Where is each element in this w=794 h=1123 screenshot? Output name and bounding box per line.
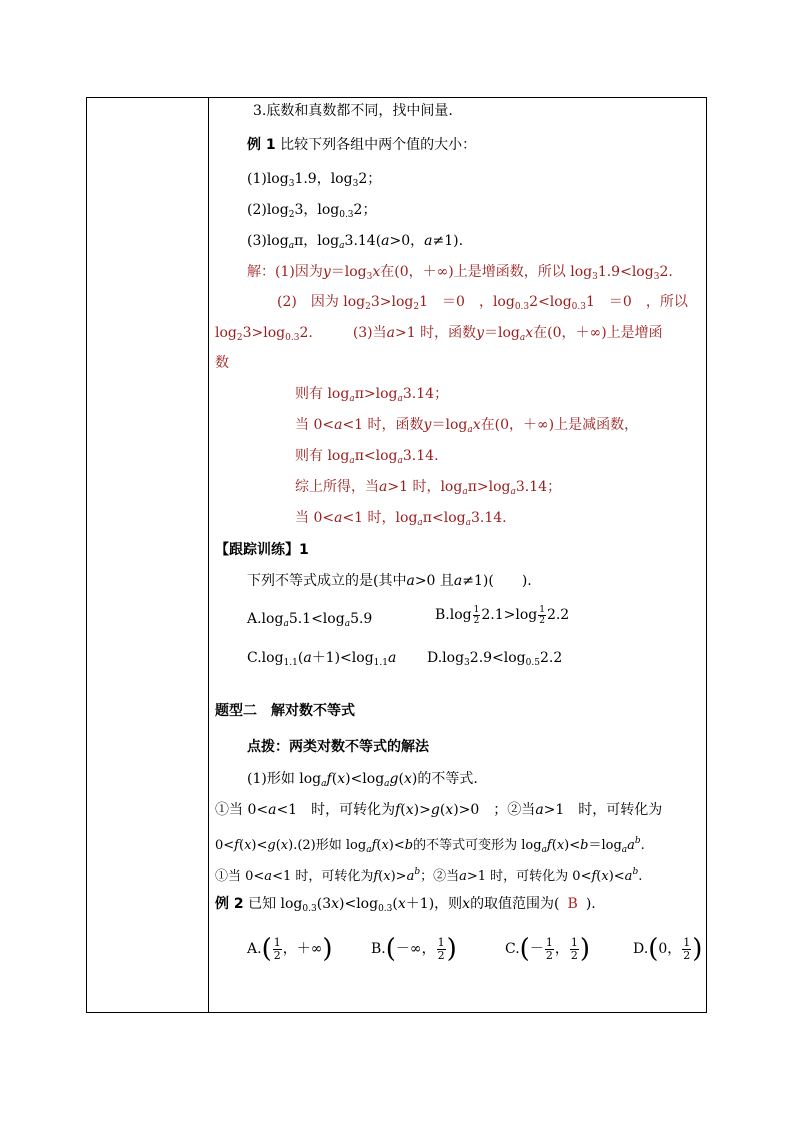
- solution-line-4: 则有 $\log_a\pi>\log_a3.14$；: [295, 386, 449, 404]
- example-1-heading: 例 1 比较下列各组中两个值的大小：: [247, 137, 477, 153]
- solution-line-7: 综上所得，当a>1 时，$\log_a\pi>\log_a3.14$；: [295, 479, 562, 497]
- tip-line-1: (1)形如 $\log_af(x)<\log_ag(x)$的不等式.: [247, 771, 478, 789]
- type-2-heading: 题型二 解对数不等式: [215, 703, 355, 719]
- tracking-training-title: 【跟踪训练】1: [215, 542, 309, 558]
- option-c[interactable]: $C.\log_{1.1}(a+1)<\log_{1.1}a$: [247, 650, 397, 668]
- solution-1: 解：(1)因为$y=\log_3x$在(0，＋∞)上是增函数，所以 $\log_31.9<\log_32$.: [247, 264, 673, 282]
- tip-line-2: ①当 0<a<1 时，可转化为f(x)>g(x)>0 ；②当a>1 时，可转化为: [215, 802, 663, 818]
- example-2: 例 2 已知 $\log_{0.3}(3x)<\log_{0.3}(x+1)$，则x的取值范围为( B ).: [215, 896, 596, 914]
- option-a[interactable]: $A.\log_a5.1<\log_a5.9$: [247, 611, 373, 629]
- solution-2: (2) 因为 $\log_23>\log_21$ ＝0 ，$\log_{0.3}2<\log_{0.3}1$ ＝0 ，所以: [277, 294, 688, 312]
- example-2-answer: B: [567, 896, 578, 912]
- choice-d[interactable]: D.(0， $\frac{1}{2}$ ): [633, 934, 703, 964]
- solution-line-5: 当 0<a<1 时，函数$y=\log_ax$在(0，＋∞)上是减函数，: [295, 417, 639, 435]
- question-3: $(3)\log_a\pi$，$\log_a3.14(a>0$，a≠1).: [247, 233, 464, 251]
- question-1: $(1)\log_31.9$，$\log_32$；: [247, 171, 382, 189]
- solution-2-wrap: 数: [215, 355, 229, 371]
- question-2: $(2)\log_23$，$\log_{0.3}2$；: [247, 202, 377, 220]
- page-table: [86, 97, 707, 1013]
- option-d[interactable]: $D.\log_32.9<\log_{0.5}2.2$: [427, 650, 563, 668]
- tip-line-4: ①当 0<a<1 时，可转化为$f(x)>a^b$；②当a>1 时，可转化为 $0<f(x)<a^b$.: [215, 867, 643, 884]
- choice-b[interactable]: B.(－∞， $\frac{1}{2}$ ): [371, 934, 457, 964]
- solution-2-continued: $\log_23>\log_{0.3}2$. (3)当a>1 时，函数$y=\log_ax$在(0，＋∞)上是增函: [215, 325, 663, 343]
- tip-heading: 点拨：两类对数不等式的解法: [247, 739, 429, 755]
- content-cell: [209, 98, 706, 1012]
- solution-line-6: 则有 $\log_a\pi<\log_a3.14$.: [295, 448, 439, 466]
- choice-c[interactable]: C.(－ $\frac{1}{2}$ ， $\frac{1}{2}$ ): [505, 934, 590, 964]
- solution-line-8: 当 0<a<1 时，$\log_a\pi<\log_a3.14$.: [295, 510, 507, 528]
- option-b[interactable]: B.log $\frac{1}{2}$ 2.1>log $\frac{1}{2}$ 2.2: [435, 605, 570, 626]
- section-3-line: 3.底数和真数都不同，找中间量.: [253, 103, 453, 119]
- tracking-question: 下列不等式成立的是(其中a>0 且a≠1)( ).: [247, 573, 532, 589]
- choice-a[interactable]: A.( $\frac{1}{2}$ ，＋∞): [247, 934, 333, 964]
- tip-line-3: 0<f(x)<g(x).(2)形如 $\log_af(x)<b$的不等式可变形为 $\log_af(x)<b=\log_aa^b$.: [215, 836, 645, 855]
